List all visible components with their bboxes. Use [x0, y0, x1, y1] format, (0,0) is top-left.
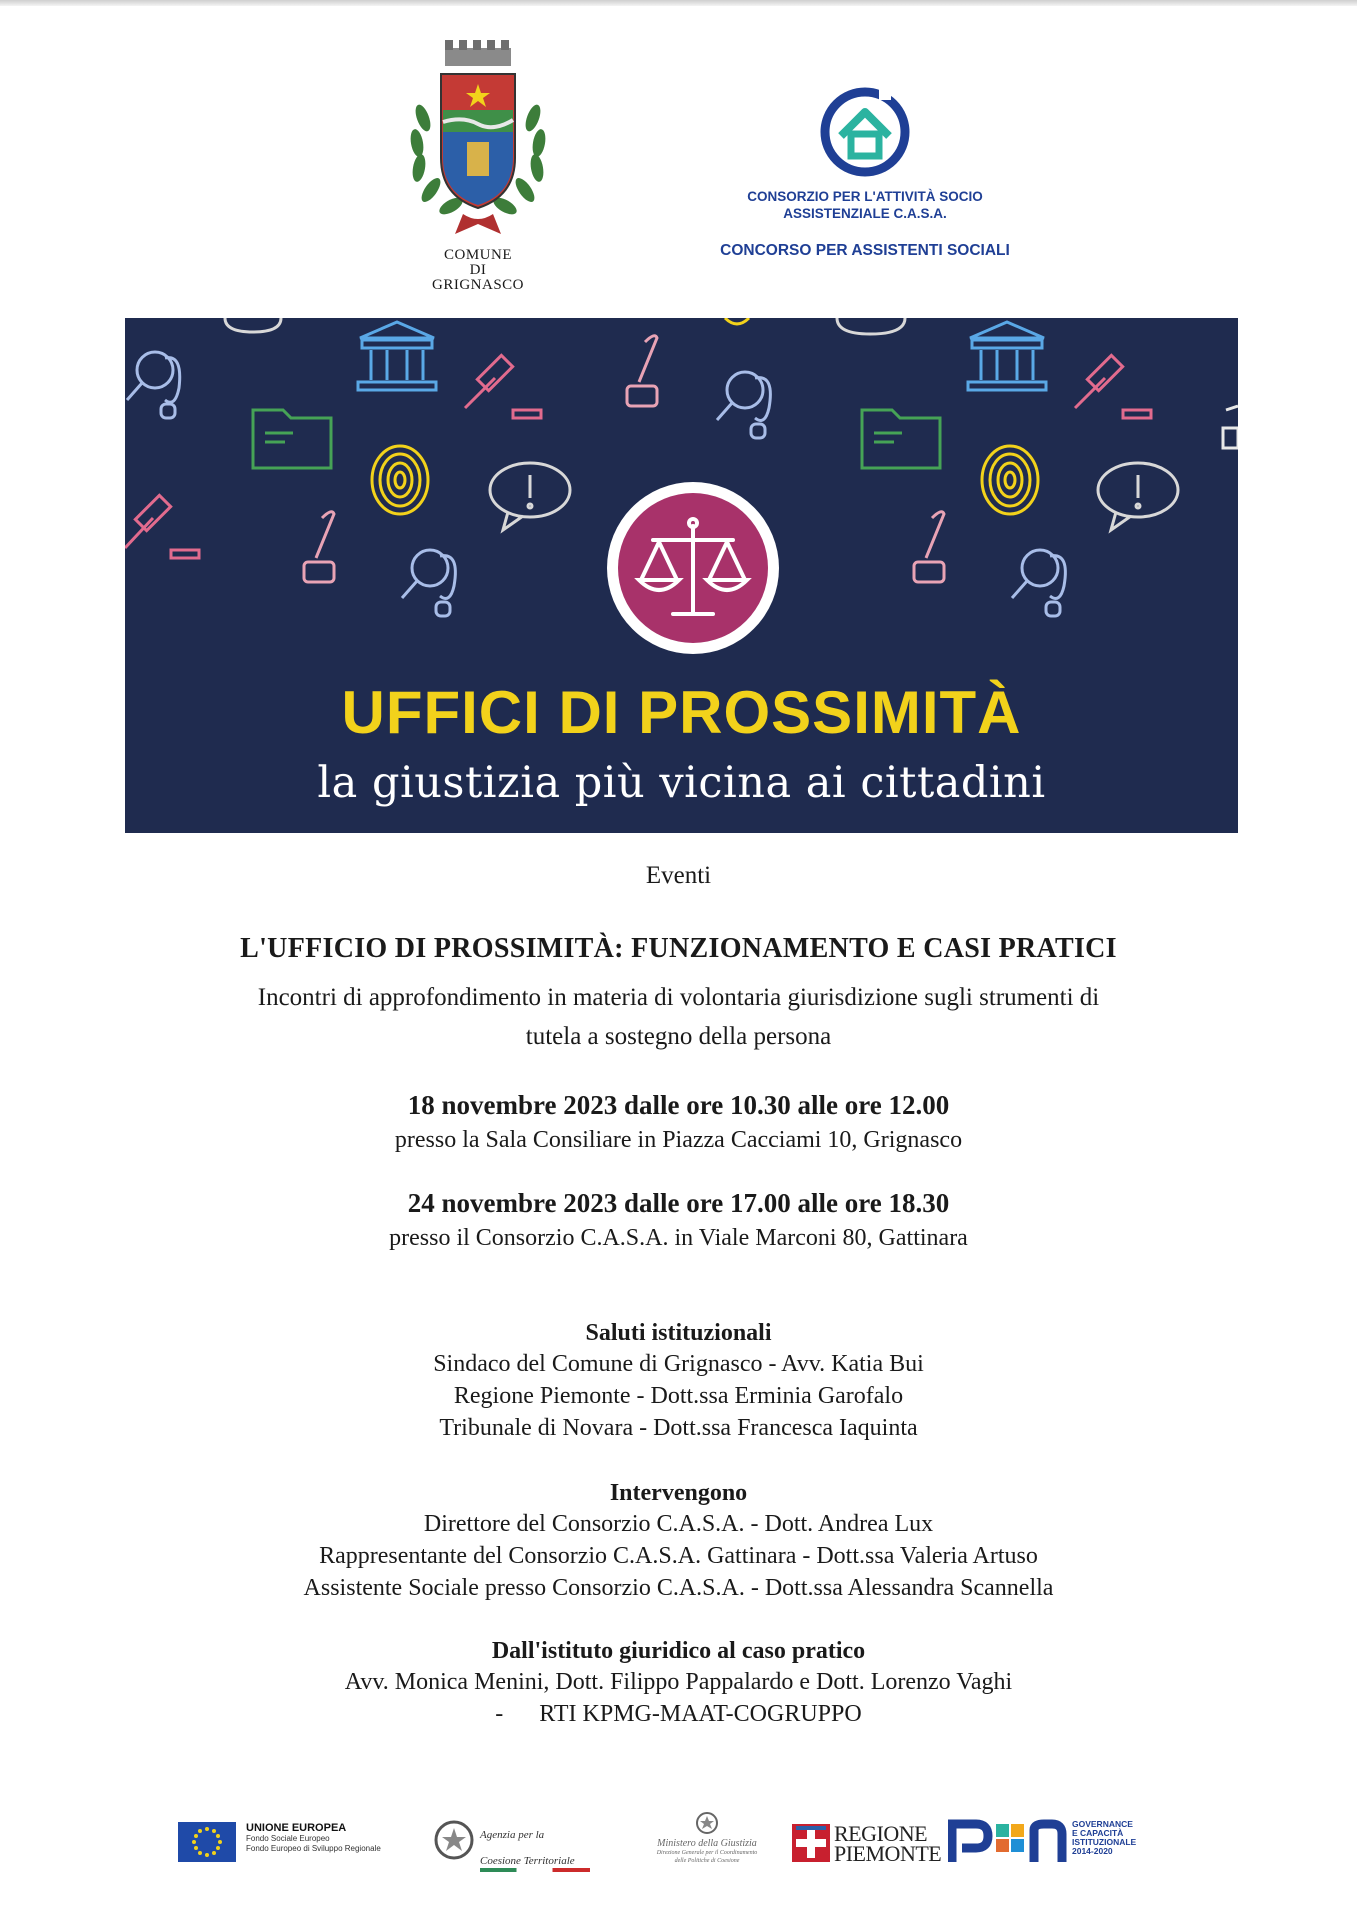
courthouse-icon [358, 322, 436, 390]
event-place-2: presso il Consorzio C.A.S.A. in Viale Marconi 80, Gattinara [389, 1225, 968, 1251]
italian-emblem-icon [432, 1816, 476, 1866]
region-line2: PIEMONTE [834, 1841, 942, 1866]
house-logo-icon [815, 80, 915, 180]
fingerprint-icon [372, 446, 428, 514]
agency-line1: Agenzia per la [480, 1829, 545, 1841]
legal-heading: Dall'istituto giuridico al caso pratico [491, 1638, 866, 1664]
greetings-line: Sindaco del Comune di Grignasco - Avv. Katia Bui [433, 1351, 924, 1377]
event-title: L'UFFICIO DI PROSSIMITÀ: FUNZIONAMENTO E CASI PRATICI [240, 933, 1117, 964]
legal-line: Avv. Monica Menini, Dott. Filippo Pappalardo e Dott. Lorenzo Vaghi [344, 1669, 1013, 1695]
funding-logos [170, 1800, 1190, 1880]
ministry-sub1: Direzione Generale per il Coordinamento [656, 1850, 758, 1856]
regione-piemonte-logo [792, 1821, 942, 1866]
event-place-1: presso la Sala Consiliare in Piazza Cacciami 10, Grignasco [394, 1127, 963, 1153]
eu-title: UNIONE EUROPEA [246, 1822, 347, 1834]
agency-text [480, 1822, 575, 1874]
event-intro-line1: Incontri di approfondimento in materia di volontaria giurisdizione sugli strumenti di [257, 984, 1100, 1011]
speakers-line: Assistente Sociale presso Consorzio C.A.S.A. - Dott.ssa Alessandra Scannella [303, 1575, 1054, 1601]
event-intro-line2: tutela a sostegno della persona [525, 1023, 832, 1050]
eu-fund-2: Fondo Europeo di Sviluppo Regionale [246, 1844, 381, 1853]
legal-line: - RTI KPMG-MAAT-COGRUPPO [495, 1701, 862, 1727]
folder-icon [253, 410, 331, 468]
region-line1: REGIONE [834, 1821, 928, 1846]
scan-top-edge [0, 0, 1357, 6]
folder-icon [862, 410, 940, 468]
alert-bubble-icon [1098, 463, 1178, 530]
event-date-1: 18 novembre 2023 dalle ore 10.30 alle ore 12.00 [407, 1090, 950, 1120]
banner-title: UFFICI DI PROSSIMITÀ [341, 679, 1022, 746]
municipality-coat-of-arms [388, 38, 568, 293]
pon-line4: 2014-2020 [1072, 1846, 1113, 1856]
pon-icon [948, 1816, 1068, 1866]
hero-banner [125, 318, 1238, 833]
quill-inkwell-icon [914, 512, 944, 582]
eu-label [246, 1822, 381, 1854]
gavel-icon [125, 495, 199, 558]
event-intro [0, 978, 1357, 1056]
pon-line2: E CAPACITÀ [1072, 1828, 1124, 1838]
quill-inkwell-icon [627, 336, 657, 406]
magnifier-footprint-icon [1012, 550, 1065, 616]
region-name [834, 1821, 942, 1866]
gavel-icon [1075, 355, 1151, 418]
ministry-logo [632, 1810, 782, 1880]
ministry-name: Ministero della Giustizia [657, 1838, 757, 1849]
eu-fund-1: Fondo Sociale Europeo [246, 1834, 330, 1843]
banner-subtitle: la giustizia più vicina ai cittadini [317, 758, 1046, 808]
speakers-heading: Intervengono [609, 1480, 748, 1506]
magnifier-footprint-icon [717, 372, 770, 438]
magnifier-footprint-icon [402, 550, 455, 616]
scales-of-justice-icon [607, 482, 779, 654]
municipality-di: DI [469, 262, 487, 278]
magnifier-footprint-icon [127, 352, 180, 418]
cohesion-agency-logo [432, 1816, 602, 1872]
consortium-tagline: CONCORSO PER ASSISTENTI SOCIALI [720, 242, 1010, 259]
event-date-2: 24 novembre 2023 dalle ore 17.00 alle ore 18.30 [407, 1188, 950, 1218]
greetings-line: Regione Piemonte - Dott.ssa Erminia Garofalo [453, 1383, 904, 1409]
alert-bubble-icon [490, 463, 570, 530]
gavel-icon [465, 355, 541, 418]
tricolor-bar [480, 1868, 590, 1872]
coat-of-arms-icon [393, 38, 563, 248]
events-label: Eventi [645, 862, 712, 889]
courthouse-icon [968, 322, 1046, 390]
quill-inkwell-icon [304, 512, 334, 582]
pon-governance-logo [948, 1816, 1198, 1872]
agency-line2: Coesione Territoriale [480, 1855, 575, 1867]
ministry-emblem-icon [694, 1810, 720, 1836]
greetings-line: Tribunale di Novara - Dott.ssa Francesca Iaquinta [439, 1415, 918, 1441]
consortium-name-line2: ASSISTENZIALE C.A.S.A. [783, 206, 947, 221]
ministry-sub2: delle Politiche di Coesione [674, 1858, 740, 1864]
speakers-line: Rappresentante del Consorzio C.A.S.A. Gattinara - Dott.ssa Valeria Artuso [319, 1543, 1038, 1569]
fingerprint-icon [982, 446, 1038, 514]
greetings-heading: Saluti istituzionali [585, 1320, 772, 1346]
justice-pattern-icons [125, 318, 1238, 833]
consortium-name-line1: CONSORZIO PER L'ATTIVITÀ SOCIO [747, 189, 983, 204]
municipality-town: GRIGNASCO [431, 277, 524, 293]
municipality-name: COMUNE [443, 247, 512, 263]
pon-line1: GOVERNANCE [1072, 1819, 1133, 1829]
speakers-line: Direttore del Consorzio C.A.S.A. - Dott. Andrea Lux [423, 1511, 934, 1537]
pon-line3: ISTITUZIONALE [1072, 1837, 1137, 1847]
pon-text [1072, 1820, 1136, 1856]
consortium-block [690, 80, 1040, 260]
eu-flag-icon [178, 1822, 236, 1862]
piemonte-shield-icon [792, 1824, 830, 1862]
